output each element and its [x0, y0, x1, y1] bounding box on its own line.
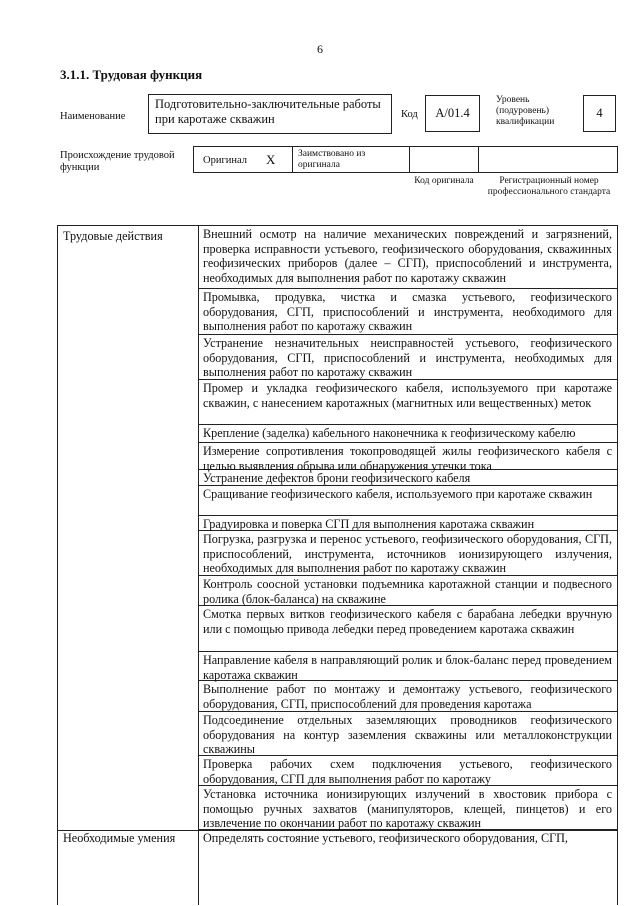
action-row: [199, 289, 617, 335]
level-value: 4: [596, 106, 603, 120]
action-row: [199, 712, 617, 756]
action-text: Выполнение работ по монтажу и демонтажу устьевого, геофизического оборудования, СГП, приспособлений для проведения каротажа: [203, 682, 612, 711]
registration-number-cell: [478, 146, 618, 173]
code-caption: Код оригинала: [414, 176, 474, 186]
name-label: Наименование: [60, 111, 126, 122]
borrowed-label: Заимствовано из оригинала: [298, 149, 366, 170]
action-row: [199, 425, 617, 443]
labor-actions-label: Трудовые действия: [63, 229, 163, 243]
page-number: 6: [317, 42, 323, 56]
skill-text: Определять состояние устьевого, геофизического оборудования, СГП,: [203, 831, 568, 845]
original-label: Оригинал: [203, 155, 247, 166]
action-row: [199, 786, 617, 830]
labor-actions-table: [57, 225, 618, 905]
action-row: [199, 470, 617, 486]
action-row: [199, 335, 617, 380]
action-row: [199, 756, 617, 786]
original-code-cell: [409, 146, 479, 173]
action-row: [199, 606, 617, 652]
action-text: Погрузка, разгрузка и перенос устьевого, геофизического оборудования, СГП, приспособлений, инструмента, источников ионизирующего излучения, необходимых для выполнения работ по каротажу скважин: [203, 532, 612, 576]
action-row: [199, 576, 617, 606]
action-text: Устранение дефектов брони геофизического кабеля: [203, 471, 471, 485]
action-text: Крепление (заделка) кабельного наконечника к геофизическому кабелю: [203, 426, 576, 440]
action-row: [199, 486, 617, 516]
action-text: Установка источника ионизирующих излучений в хвостовик прибора с помощью ручных захватов (манипуляторов, клещей, пинцетов) и его извлечение по окончании работ по каротажу скважин: [203, 787, 612, 831]
action-row: [199, 516, 617, 531]
section-title: 3.1.1. Трудовая функция: [60, 67, 203, 82]
action-text: Промер и укладка геофизического кабеля, используемого при каротаже скважин, с нанесением каротажных (магнитных или вещественных) меток: [203, 381, 612, 410]
registration-caption: Регистрационный номер профессионального стандарта: [487, 176, 611, 197]
action-text: Градуировка и поверка СГП для выполнения каротажа скважин: [203, 517, 535, 531]
action-text: Промывка, продувка, чистка и смазка устьевого, геофизического оборудования, СГП, приспособлений и инструмента, необходимого для выполнения работ по каротажу скважин: [203, 290, 612, 334]
code-value: A/01.4: [435, 106, 470, 120]
function-name-box: [148, 94, 392, 134]
code-label: Код: [401, 109, 418, 120]
action-text: Сращивание геофизического кабеля, используемого при каротаже скважин: [203, 487, 593, 501]
skill-row: [199, 830, 617, 906]
action-text: Проверка рабочих схем подключения устьевого, геофизического оборудования, СГП для выполнения работ по каротажу: [203, 757, 612, 786]
original-mark: X: [266, 152, 276, 167]
action-row: [199, 652, 617, 681]
code-box: [425, 95, 480, 132]
borrowed-cell: [292, 146, 410, 173]
level-box: [583, 95, 616, 132]
action-row: [199, 531, 617, 576]
action-text: Подсоединение отдельных заземляющих проводников геофизического оборудования на контур заземления скважины или металлоконструкции скважины: [203, 713, 612, 757]
action-text: Внешний осмотр на наличие механических повреждений и загрязнений, проверка исправности устьевого, геофизического оборудования, скважинных геофизических приборов (далее – СГП), приспособлений и инструмента, необходимых для выполнения работ по каротажу скважин: [203, 227, 612, 285]
required-skills-label: Необходимые умения: [63, 831, 176, 845]
function-name: Подготовительно-заключительные работы при каротаже скважин: [155, 97, 381, 126]
action-row: [199, 443, 617, 473]
action-text: Устранение незначительных неисправностей устьевого, геофизического оборудования, СГП, приспособлений и инструмента, необходимых для выполнения работ по каротажу скважин: [203, 336, 612, 380]
action-row: [199, 226, 617, 289]
origin-label: Происхождение трудовой функции: [60, 150, 175, 173]
action-text: Контроль соосной установки подъемника каротажной станции и подвесного ролика (блок-баланса) на скважине: [203, 577, 612, 606]
original-cell: [193, 146, 293, 173]
action-text: Измерение сопротивления токопроводящей жилы геофизического кабеля с целью выявления обрыва или обнаружения утечки тока: [203, 444, 612, 473]
action-row: [199, 380, 617, 425]
action-text: Смотка первых витков геофизического кабеля с барабана лебедки вручную или с помощью привода лебедки перед проведением каротажа скважин: [203, 607, 612, 636]
action-row: [199, 681, 617, 712]
level-label: Уровень (подуровень) квалификации: [496, 95, 555, 127]
action-text: Направление кабеля в направляющий ролик и блок-баланс перед проведением каротажа скважин: [203, 653, 612, 682]
